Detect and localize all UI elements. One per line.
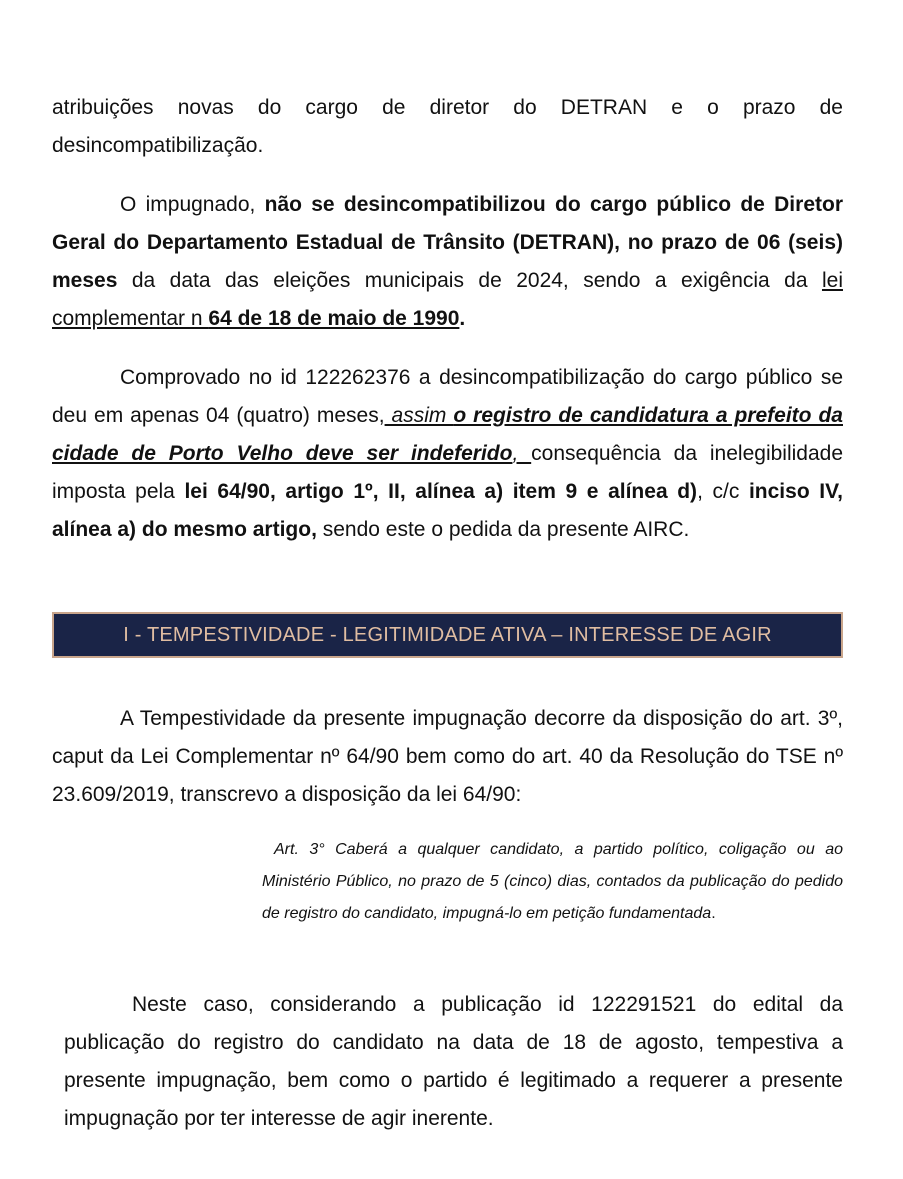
paragraph-text: atribuições novas do cargo de diretor do DETRAN e o prazo de desincompatibilização.: [52, 96, 843, 157]
bold-underlined-law-date: 64 de 18 de maio de 1990: [208, 307, 460, 330]
underlined-italic-text: assim: [384, 404, 454, 427]
paragraph-tempestividade: [52, 700, 843, 814]
paragraph-comprovado: [52, 359, 843, 549]
section-heading-bar: [52, 612, 843, 658]
paragraph-text: sendo este o pedida da presente AIRC.: [316, 518, 690, 541]
paragraph-text: Comprovado no id 122262376 a desincompatibilização do cargo público se deu em apenas 04 (quatro) meses,: [52, 366, 843, 427]
underlined-italic-comma: ,: [512, 442, 532, 465]
section-heading: I - TEMPESTIVIDADE - LEGITIMIDADE ATIVA – INTERESSE DE AGIR: [123, 623, 772, 646]
law-quote: [262, 834, 843, 930]
quote-period: .: [711, 905, 716, 922]
paragraph-text: da data das eleições municipais de 2024, sendo a exigência da: [117, 269, 822, 292]
paragraph-text: O impugnado,: [120, 193, 265, 216]
bold-period: .: [459, 307, 466, 330]
paragraph-text: Neste caso, considerando a publicação id 122291521 do edital da publicação do registro do candidato na data de 18 de agosto, tempestiva a presente impugnação, bem como o partido é legitimado a requerer a presente impugnação por ter interesse de agir inerente.: [64, 993, 843, 1130]
paragraph-text: , c/c: [697, 480, 749, 503]
bold-underlined-italic-text: o registro de candidatura a prefeito da cidade de Porto Velho deve ser indeferido: [52, 404, 843, 465]
paragraph-text: A Tempestividade da presente impugnação decorre da disposição do art. 3º, caput da Lei Complementar nº 64/90 bem como do art. 40 da Resolução do TSE nº 23.609/2019, transcrevo a disposição da lei 64/90:: [52, 707, 843, 806]
bold-inciso: inciso IV, alínea a) do mesmo artigo,: [52, 480, 844, 541]
bold-law-article: lei 64/90, artigo 1º, II, alínea a) item 9 e alínea d): [184, 480, 698, 503]
paragraph-detran-duties: [52, 89, 843, 165]
paragraph-text: consequência da inelegibilidade imposta pela: [52, 442, 843, 503]
bold-text: não se desincompatibilizou do cargo público de Diretor Geral do Departamento Estadual de Trânsito (DETRAN), no prazo de 06 (seis) meses: [52, 193, 843, 292]
paragraph-neste-caso: [64, 986, 843, 1138]
underlined-law-reference: lei complementar n: [52, 269, 843, 330]
paragraph-impugnado: [52, 186, 843, 338]
quote-text: Art. 3° Caberá a qualquer candidato, a partido político, coligação ou ao Ministério Público, no prazo de 5 (cinco) dias, contados da publicação do pedido de registro do candidato, impugná-lo em petição fundamentada: [262, 841, 843, 922]
